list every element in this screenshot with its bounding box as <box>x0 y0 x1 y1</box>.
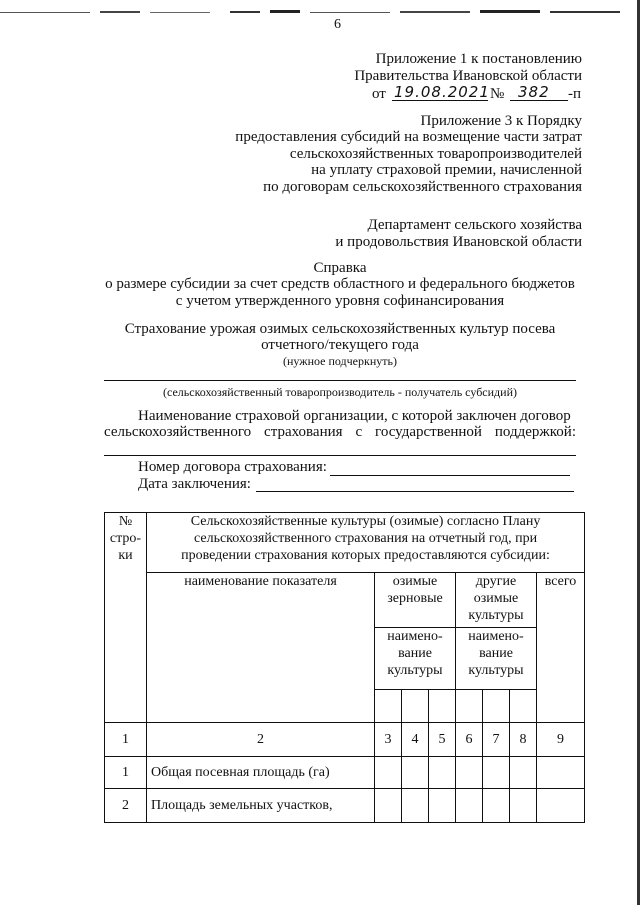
header-number-sign: № <box>490 86 505 102</box>
crop-cell[interactable] <box>375 690 402 723</box>
crop-name-2-text-3: культуры <box>468 663 524 678</box>
main-header-cell <box>147 513 585 573</box>
row-number: 1 <box>105 757 147 789</box>
col-row-number-header <box>105 513 147 723</box>
crop-cell[interactable] <box>429 690 456 723</box>
value-cell[interactable] <box>483 789 510 823</box>
subsidy-table <box>104 512 585 823</box>
crop-cell[interactable] <box>456 690 483 723</box>
value-cell[interactable] <box>375 789 402 823</box>
header-ot: от <box>372 86 386 102</box>
crop-cell[interactable] <box>483 690 510 723</box>
header-line-1: Приложение 1 к постановлению <box>375 51 582 67</box>
insurer-line-2: сельскохозяйственного страхования с государственной поддержкой: <box>104 424 576 440</box>
appendix-line-5: по договорам сельскохозяйственного страхования <box>263 179 582 195</box>
scan-noise-line <box>0 10 640 14</box>
indicator-header <box>147 573 375 723</box>
title-line-2: с учетом утвержденного уровня софинансирования <box>175 293 505 309</box>
value-cell[interactable] <box>537 757 585 789</box>
appendix-line-3: сельскохозяйственных товаропроизводителей <box>289 146 582 162</box>
insurer-fill-line <box>104 455 576 456</box>
col-num-text-2: стро- <box>109 531 142 546</box>
insurer-line-1: Наименование страховой организации, с которой заключен договор <box>138 408 571 424</box>
value-cell[interactable] <box>510 789 537 823</box>
winter-grain-header <box>375 573 456 628</box>
column-number: 1 <box>105 723 147 757</box>
date-underline <box>392 100 488 101</box>
row-label: Площадь земельных участков, <box>147 789 375 823</box>
other-winter-text-1: другие <box>475 574 517 589</box>
crop-name-2-text-1: наимено- <box>468 629 524 644</box>
column-number: 3 <box>375 723 402 757</box>
appendix-line-2: предоставления субсидий на возмещение части затрат <box>235 129 582 145</box>
col-num-text-1: № <box>118 514 133 529</box>
total-header <box>537 573 585 723</box>
handwritten-date: 19.08.2021 <box>394 83 490 101</box>
document-title: Справка <box>313 260 367 276</box>
value-cell[interactable] <box>456 789 483 823</box>
row-number: 2 <box>105 789 147 823</box>
crop-name-1-text-3: культуры <box>387 663 443 678</box>
appendix-line-1: Приложение 3 к Порядку <box>420 113 582 129</box>
contract-number-label: Номер договора страхования: <box>138 459 327 475</box>
value-cell[interactable] <box>402 757 429 789</box>
winter-grain-text-1: озимые <box>392 574 438 589</box>
contract-date-label: Дата заключения: <box>138 476 251 492</box>
value-cell[interactable] <box>537 789 585 823</box>
column-number: 6 <box>456 723 483 757</box>
other-winter-text-3: культуры <box>468 608 524 623</box>
appendix-line-4: на уплату страховой премии, начисленной <box>311 162 582 178</box>
crop-name-header-1 <box>375 628 456 690</box>
title-line-1: о размере субсидии за счет средств областного и федерального бюджетов <box>105 276 575 292</box>
page-number: 6 <box>334 17 341 32</box>
table-row <box>105 789 585 823</box>
column-number: 2 <box>147 723 375 757</box>
value-cell[interactable] <box>510 757 537 789</box>
header-date-line <box>372 85 584 103</box>
insurance-line-2: отчетного/текущего года <box>261 337 419 353</box>
other-winter-text-2: озимые <box>473 591 519 606</box>
contract-date-fill <box>256 491 574 492</box>
header-suffix: -п <box>568 86 582 102</box>
department-line-2: и продовольствия Ивановской области <box>335 234 582 250</box>
column-number: 8 <box>510 723 537 757</box>
value-cell[interactable] <box>456 757 483 789</box>
crop-cell[interactable] <box>402 690 429 723</box>
value-cell[interactable] <box>429 789 456 823</box>
main-header-line-2: сельскохозяйственного страхования на отчетный год, при <box>194 531 538 546</box>
value-cell[interactable] <box>429 757 456 789</box>
column-number: 9 <box>537 723 585 757</box>
value-cell[interactable] <box>483 757 510 789</box>
indicator-header-text: наименование показателя <box>184 574 337 589</box>
column-number-row <box>105 723 585 757</box>
header-line-2: Правительства Ивановской области <box>354 68 582 84</box>
winter-grain-text-2: зерновые <box>387 591 443 606</box>
crop-name-1-text-1: наимено- <box>387 629 443 644</box>
value-cell[interactable] <box>402 789 429 823</box>
column-number: 7 <box>483 723 510 757</box>
number-underline <box>510 100 568 101</box>
contract-number-fill <box>330 475 570 476</box>
value-cell[interactable] <box>375 757 402 789</box>
other-winter-header <box>456 573 537 628</box>
table-row <box>105 757 585 789</box>
insurance-line-1: Страхование урожая озимых сельскохозяйственных культур посева <box>124 321 556 337</box>
crop-name-header-2 <box>456 628 537 690</box>
row-label: Общая посевная площадь (га) <box>147 757 375 789</box>
department-line-1: Департамент сельского хозяйства <box>367 217 582 233</box>
producer-caption: (сельскохозяйственный товаропроизводитель - получатель субсидий) <box>163 385 517 399</box>
column-number: 4 <box>402 723 429 757</box>
column-number: 5 <box>429 723 456 757</box>
crop-name-1-text-2: вание <box>398 646 432 661</box>
col-num-text-3: ки <box>118 548 133 563</box>
total-header-text: всего <box>544 574 577 589</box>
main-header-line-1: Сельскохозяйственные культуры (озимые) согласно Плану <box>190 514 541 529</box>
producer-fill-line <box>104 380 576 381</box>
handwritten-number: 382 <box>518 83 550 101</box>
crop-cell[interactable] <box>510 690 537 723</box>
crop-name-2-text-2: вание <box>479 646 513 661</box>
main-header-line-3: проведении страхования которых предоставляются субсидии: <box>181 548 550 563</box>
insurance-note: (нужное подчеркнуть) <box>283 354 397 368</box>
